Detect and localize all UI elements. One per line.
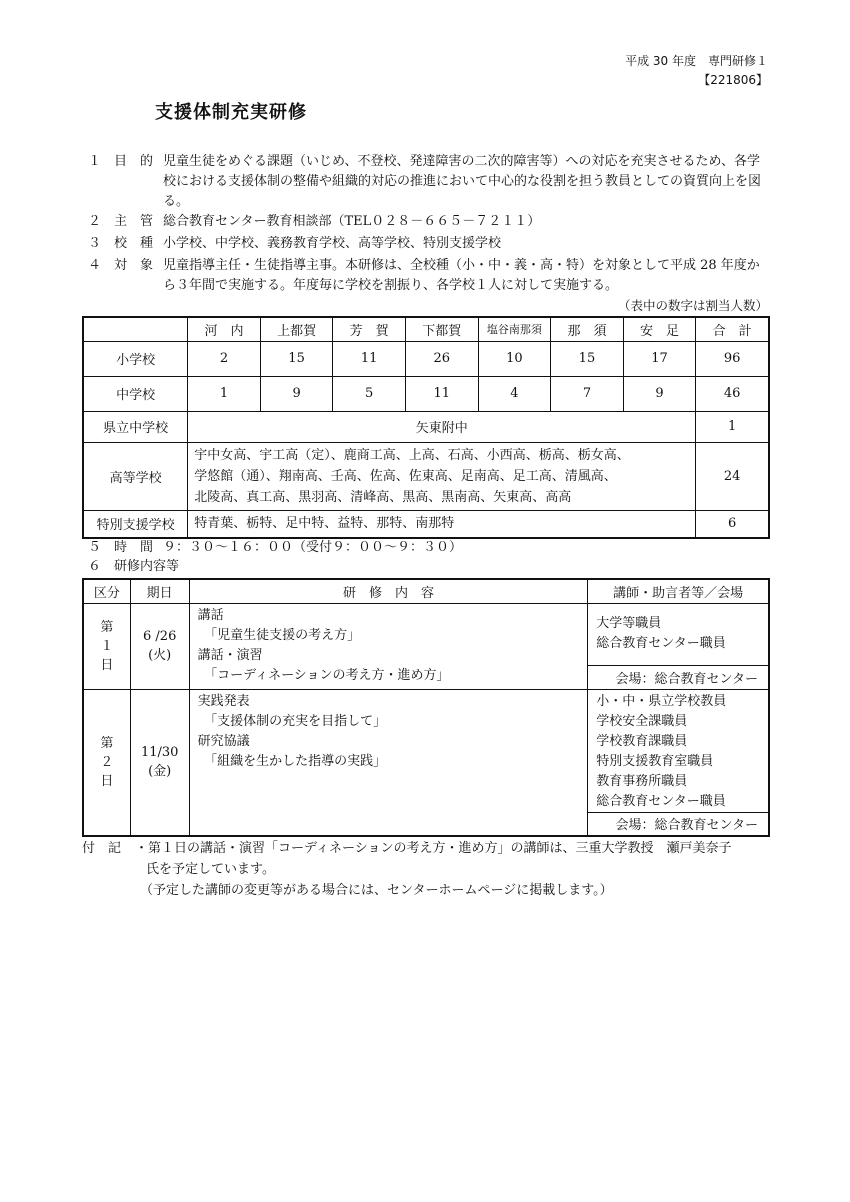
content-line: 講話・演習 xyxy=(197,647,263,663)
course-code: 【221806】 xyxy=(698,73,768,87)
day-date xyxy=(130,603,189,689)
weekday-text: (火) xyxy=(148,648,172,663)
col-header: 河 内 xyxy=(188,317,261,341)
section-purpose xyxy=(88,152,768,214)
table-note: （表中の数字は割当人数） xyxy=(617,298,768,313)
content-line: 「支援体制の充実を目指して」 xyxy=(197,713,387,729)
lecturers-cell xyxy=(588,603,769,665)
table-cell: 26 xyxy=(405,341,478,376)
table-cell: 2 xyxy=(188,341,261,376)
lecturer-line: 特別支援教育室職員 xyxy=(596,753,714,769)
table-cell: 6 xyxy=(696,510,769,538)
table-cell: 矢東附中 xyxy=(188,411,696,442)
table-cell: 11 xyxy=(405,376,478,411)
page-title: 支援体制充実研修 xyxy=(155,102,307,123)
table-row xyxy=(83,376,769,411)
table-cell: 特青葉、栃特、足中特、益特、那特、南那特 xyxy=(188,510,696,538)
content-line: 「コーディネーションの考え方・進め方」 xyxy=(197,667,450,683)
header-year-course: 平成 30 年度 専門研修１ xyxy=(625,54,768,68)
venue-cell: 会場：総合教育センター xyxy=(588,812,769,836)
table-header-row xyxy=(83,317,769,341)
training-content xyxy=(189,603,588,689)
notes-line: 氏を予定しています。 xyxy=(146,862,275,877)
table-cell: 17 xyxy=(623,341,696,376)
content-line: 研究協議 xyxy=(197,733,250,749)
lecturer-line: 小・中・県立学校教員 xyxy=(596,693,727,709)
table-row xyxy=(83,603,769,665)
allocation-table xyxy=(82,316,770,539)
table-row xyxy=(83,689,769,812)
table-cell: 4 xyxy=(478,376,551,411)
notes-label: 付 記 xyxy=(82,841,122,856)
content-line: 実践発表 xyxy=(197,693,250,709)
table-cell xyxy=(188,442,696,510)
table-cell: 24 xyxy=(696,442,769,510)
table-row xyxy=(83,510,769,538)
col-header: 上都賀 xyxy=(260,317,333,341)
table-cell: 15 xyxy=(551,341,624,376)
date-text: 11/30 xyxy=(140,745,179,761)
content-line: 「児童生徒支援の考え方」 xyxy=(197,627,361,643)
table-cell: 10 xyxy=(478,341,551,376)
day-div-char: １ xyxy=(100,638,114,654)
school-list-line: 北陵高、真工高、黒羽高、清峰高、黒高、黒南高、矢東高、高高 xyxy=(194,489,572,505)
section-label: １ 目 的 xyxy=(88,154,154,169)
table-cell: 9 xyxy=(623,376,696,411)
table-row xyxy=(83,411,769,442)
section-label: ２ 主 管 xyxy=(88,214,154,229)
section-content-heading: ６ 研修内容等 xyxy=(88,559,180,574)
table-row xyxy=(83,341,769,376)
section-text: 小学校、中学校、義務教育学校、高等学校、特別支援学校 xyxy=(163,236,502,251)
col-header: 那 須 xyxy=(551,317,624,341)
col-header: 安 足 xyxy=(623,317,696,341)
col-header: 期日 xyxy=(130,579,189,603)
date-text: 6 /26 xyxy=(143,629,177,644)
day-div-char: 第 xyxy=(100,619,114,635)
col-header: 塩谷南那須 xyxy=(478,317,551,341)
col-header: 講師・助言者等／会場 xyxy=(588,579,769,603)
school-list-line: 学悠館（通）、翔南高、壬高、佐高、佐東高、足南高、足工高、清風高、 xyxy=(194,468,617,484)
content-line: 講話 xyxy=(197,607,224,623)
section-label: ４ 対 象 xyxy=(88,258,154,273)
day-div-char: 第 xyxy=(100,735,114,751)
lecturer-line: 大学等職員 xyxy=(596,615,662,631)
table-cell: 11 xyxy=(333,341,406,376)
table-cell: 5 xyxy=(333,376,406,411)
day-div-char: 日 xyxy=(100,657,114,673)
day-division xyxy=(83,689,130,836)
notes-line: ・第１日の講話・演習「コーディネーションの考え方・進め方」の講師は、三重大学教授 瀬戸美奈子 xyxy=(135,841,732,856)
lecturer-line: 総合教育センター職員 xyxy=(596,635,726,651)
row-label: 中学校 xyxy=(83,376,188,411)
school-list-line: 宇中女高、宇工高（定）、鹿商工高、上高、石高、小西高、栃高、栃女高、 xyxy=(194,447,630,463)
table-cell: 96 xyxy=(696,341,769,376)
section-label: ５ 時 間 xyxy=(88,540,154,555)
row-label: 県立中学校 xyxy=(83,411,188,442)
col-header: 区分 xyxy=(83,579,130,603)
table-cell: 46 xyxy=(696,376,769,411)
col-header: 合 計 xyxy=(696,317,769,341)
table-cell: 7 xyxy=(551,376,624,411)
lecturer-line: 教育事務所職員 xyxy=(596,773,688,789)
section-text: 総合教育センター教育相談部（TEL０２８－６６５－７２１１） xyxy=(163,214,541,229)
table-cell: 1 xyxy=(696,411,769,442)
day-div-char: 日 xyxy=(100,773,114,789)
corner-cell xyxy=(83,317,188,341)
section-label: ３ 校 種 xyxy=(88,236,154,251)
notes-line: （予定した講師の変更等がある場合には、センターホームページに掲載します。） xyxy=(140,883,613,898)
row-label: 特別支援学校 xyxy=(83,510,188,538)
table-cell: 15 xyxy=(260,341,333,376)
content-line: 「組織を生かした指導の実践」 xyxy=(197,753,387,769)
lecturers-cell xyxy=(588,689,769,812)
lecturer-line: 総合教育センター職員 xyxy=(596,793,726,809)
row-label: 小学校 xyxy=(83,341,188,376)
section-text: 児童指導主任・生徒指導主事。本研修は、全校種（小・中・義・高・特）を対象として平成 28 年度から３年間で実施する。年度毎に学校を割振り、各学校１人に対して実施する。 xyxy=(163,258,760,293)
col-header: 下都賀 xyxy=(405,317,478,341)
table-row xyxy=(83,442,769,510)
day-div-char: ２ xyxy=(100,754,114,770)
day-division xyxy=(83,603,130,689)
section-text: ９：３０～１６：００（受付９：００～９：３０） xyxy=(163,540,463,555)
weekday-text: (金) xyxy=(148,764,172,780)
lecturer-line: 学校教育課職員 xyxy=(596,733,688,749)
section-text: 児童生徒をめぐる課題（いじめ、不登校、発達障害の二次的障害等）への対応を充実させるため、各学校における支援体制の整備や組織的対応の推進において中心的な役割を担う教員としての資質向上を図る。 xyxy=(163,154,762,209)
lecturer-line: 学校安全課職員 xyxy=(596,713,688,729)
col-header: 芳 賀 xyxy=(333,317,406,341)
schedule-table xyxy=(82,578,770,837)
training-content xyxy=(189,689,588,836)
row-label: 高等学校 xyxy=(83,442,188,510)
col-header: 研 修 内 容 xyxy=(189,579,588,603)
day-date xyxy=(130,689,189,836)
venue-cell: 会場：総合教育センター xyxy=(588,665,769,689)
table-cell: 9 xyxy=(260,376,333,411)
table-header-row xyxy=(83,579,769,603)
table-cell: 1 xyxy=(188,376,261,411)
